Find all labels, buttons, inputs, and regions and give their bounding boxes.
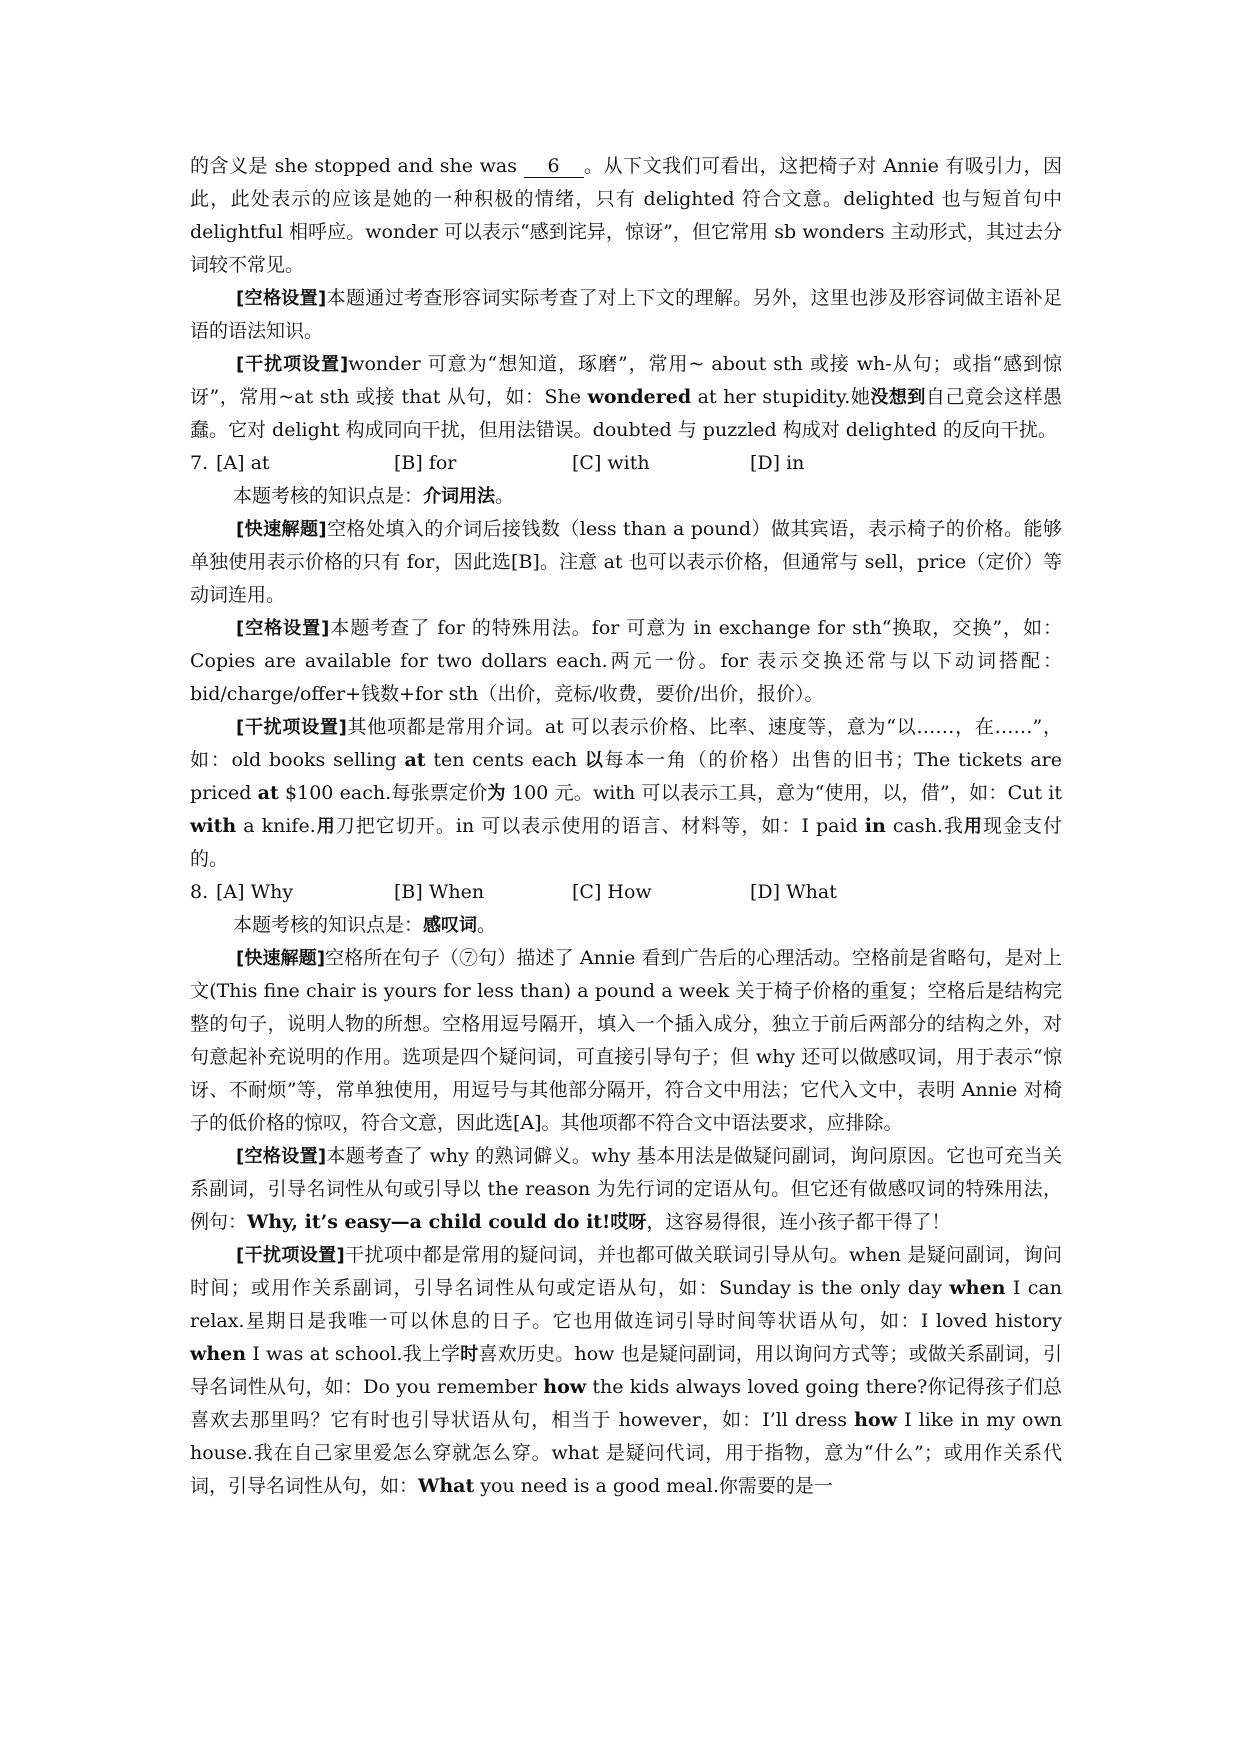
section-heading: [快速解题] — [236, 519, 327, 540]
option-b: [B] for — [394, 452, 457, 474]
option-d: [D] in — [750, 452, 805, 474]
paragraph-q8-knowledge-point: 本题考核的知识点是：感叹词。 — [233, 914, 497, 936]
paragraph-q7-blank-setting: [空格设置]本题考查了 for 的特殊用法。for 可意为 in exchange for sth“换取，交换”，如：Copies are available for two dollars each.两元一份。for 表示交换还常与以下动词搭配：bid/charge/offer+钱数+for sth（出价，竞标/收费，要价/出价，报价）。 — [190, 617, 1062, 705]
paragraph-q8-quick-solution: [快速解题]空格所在句子（⑦句）描述了 Annie 看到广告后的心理活动。空格前是省略句，是对上文(This fine chair is yours for less than) a pound a week 关于椅子价格的重复；空格后是结构完整的句子，说明人物的所想。空格用逗号隔开，填入一个插入成分，独立于前后两部分的结构之外，对句意起补充说明的作用。选项是四个疑问词，可直接引导句子；但 why 还可以做感叹词，用于表示“惊讶、不耐烦”等，常单独使用，用逗号与其他部分隔开，符合文中用法；它代入文中，表明 Annie 对椅子的低价格的惊叹，符合文意，因此选[A]。其他项都不符合文中语法要求，应排除。 — [190, 947, 1062, 1134]
paragraph-q8-blank-setting: [空格设置]本题考查了 why 的熟词僻义。why 基本用法是做疑问副词，询问原因。它也可充当关系副词，引导名词性从句或引导以 the reason 为先行词的定语从句。但它还有做感叹词的特殊用法，例句：Why, it’s easy—a child could do it!哎呀，这容易得很，连小孩子都干得了！ — [190, 1145, 1062, 1233]
option-b: [B] When — [394, 881, 485, 903]
blank-number: 6 — [524, 155, 584, 178]
question-8-options — [190, 876, 1062, 909]
question-number: 8. — [190, 881, 209, 903]
question-number: 7. — [190, 452, 209, 474]
section-heading: [空格设置] — [236, 618, 330, 639]
option-c: [C] with — [572, 452, 650, 474]
paragraph-q6-blank-setting: [空格设置]本题通过考查形容词实际考查了对上下文的理解。另外，这里也涉及形容词做主语补足语的语法知识。 — [190, 287, 1062, 342]
paragraph-q6-distractor-setting: [干扰项设置]wonder 可意为“想知道，琢磨”，常用~ about sth 或接 wh-从句；或指“感到惊讶”，常用~at sth 或接 that 从句，如：She wondered at her stupidity.她没想到自己竟会这样愚蠢。它对 delight 构成同向干扰，但用法错误。doubted 与 puzzled 构成对 delighted 的反向干扰。 — [190, 353, 1063, 441]
option-d: [D] What — [750, 881, 837, 903]
paragraph-q7-knowledge-point: 本题考核的知识点是：介词用法。 — [233, 485, 515, 507]
paragraph-q8-distractor-setting: [干扰项设置]干扰项中都是常用的疑问词，并也都可做关联词引导从句。when 是疑问副词，询问时间；或用作关系副词，引导名词性从句或定语从句，如：Sunday is the only day when I can relax.星期日是我唯一可以休息的日子。它也用做连词引导时间等状语从句，如：I loved history when I was at school.我上学时喜欢历史。how 也是疑问副词，用以询问方式等；或做关系副词，引导名词性从句，如：Do you remember how the kids always loved going there?你记得孩子们总喜欢去那里吗？它有时也引导状语从句，相当于 however，如：I’ll dress how I like in my own house.我在自己家里爱怎么穿就怎么穿。what 是疑问代词，用于指物，意为“什么”；或用作关系代词，引导名词性从句，如：What you need is a good meal.你需要的是一 — [190, 1244, 1063, 1497]
paragraph-q7-distractor-setting: [干扰项设置]其他项都是常用介词。at 可以表示价格、比率、速度等，意为“以……，在……”，如：old books selling at ten cents each 以每本一角（的价格）出售的旧书；The tickets are priced at $100 each.每张票定价为 100 元。with 可以表示工具，意为“使用，以，借”，如：Cut it with a knife.用刀把它切开。in 可以表示使用的语言、材料等，如：I paid in cash.我用现金支付的。 — [190, 716, 1063, 870]
section-heading: [干扰项设置] — [236, 354, 349, 375]
question-7-options — [190, 447, 1062, 480]
option-c: [C] How — [572, 881, 652, 903]
document-page — [190, 150, 1062, 1503]
paragraph-q7-quick-solution: [快速解题]空格处填入的介词后接钱数（less than a pound）做其宾语，表示椅子的价格。能够单独使用表示价格的只有 for，因此选[B]。注意 at 也可以表示价格，但通常与 sell，price（定价）等动词连用。 — [190, 518, 1062, 606]
section-heading: [空格设置] — [236, 1146, 327, 1167]
option-a: [A] at — [216, 452, 270, 474]
section-heading: [干扰项设置] — [236, 717, 347, 738]
paragraph-q6-explanation: 的含义是 she stopped and she was 6 。从下文我们可看出，这把椅子对 Annie 有吸引力，因此，此处表示的应该是她的一种积极的情绪，只有 delighted 符合文意。delighted 也与短首句中 delightful 相呼应。wonder 可以表示“感到诧异，惊讶”，但它常用 sb wonders 主动形式，其过去分词较不常见。 — [190, 155, 1062, 276]
option-a: [A] Why — [216, 881, 294, 903]
section-heading: [干扰项设置] — [236, 1245, 345, 1266]
section-heading: [快速解题] — [236, 948, 326, 969]
section-heading: [空格设置] — [236, 288, 327, 309]
